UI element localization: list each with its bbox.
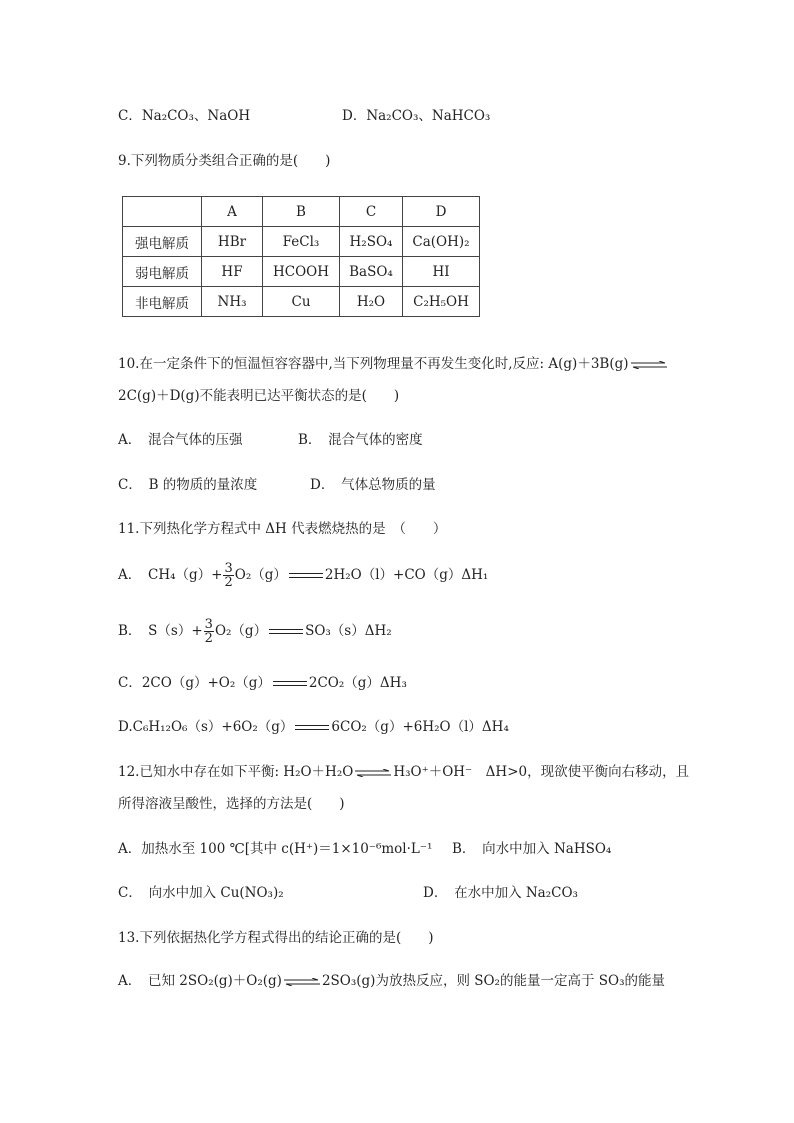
q11-b-right: SO₃（s）ΔH₂ — [305, 623, 392, 639]
table-header-cell: A — [202, 197, 263, 227]
q10-option-a: A． 混合气体的压强 — [118, 432, 243, 448]
q10-option-b: B． 混合气体的密度 — [298, 432, 423, 448]
q11-c-left: C．2CO（g）+O₂（g） — [118, 675, 271, 691]
table-header-cell: B — [263, 197, 340, 227]
fraction-three-halves — [204, 618, 214, 645]
q8-option-d: D．Na₂CO₃、NaHCO₃ — [342, 108, 491, 124]
equals-arrow-icon — [273, 681, 307, 687]
table-header-cell: C — [340, 197, 403, 227]
q12-option-b: B． 向水中加入 NaHSO₄ — [452, 841, 612, 857]
fraction-numerator: 3 — [224, 561, 233, 576]
equals-arrow-icon — [289, 573, 323, 579]
q11-option-c — [118, 671, 407, 691]
q11-stem: 11.下列热化学方程式中 ΔH 代表燃烧热的是 （ ） — [118, 521, 447, 537]
q12-stem-line1 — [118, 760, 689, 780]
q11-option-b — [118, 618, 392, 645]
q12-stem-left: 12.已知水中存在如下平衡: H₂O＋H₂O — [118, 764, 354, 780]
reversible-arrow-icon — [355, 769, 391, 777]
fraction-denominator: 2 — [204, 631, 213, 646]
q11-b-mid: O₂（g） — [214, 623, 268, 639]
q13-stem: 13.下列依据热化学方程式得出的结论正确的是( ) — [118, 930, 434, 946]
q11-b-left: B． S（s）+ — [118, 623, 203, 639]
q13-option-a — [118, 969, 665, 989]
q13-a-right: 2SO₃(g)为放热反应，则 SO₂的能量一定高于 SO₃的能量 — [321, 973, 665, 989]
q13-a-left: A． 已知 2SO₂(g)＋O₂(g) — [118, 973, 282, 989]
table-header-row — [123, 197, 480, 227]
q10-option-d: D． 气体总物质的量 — [310, 477, 436, 493]
reversible-arrow-icon — [631, 361, 667, 369]
q12-option-a: A．加热水至 100 ℃[其中 c(H⁺)＝1×10⁻⁶mol·L⁻¹ — [118, 841, 433, 857]
table-cell: Cu — [263, 287, 340, 317]
q8-option-c: C．Na₂CO₃、NaOH — [118, 108, 251, 124]
q11-c-right: 2CO₂（g）ΔH₃ — [308, 675, 407, 691]
table-header-cell: D — [403, 197, 480, 227]
table-cell: HI — [403, 257, 480, 287]
equals-arrow-icon — [269, 629, 303, 635]
table-cell: H₂SO₄ — [340, 227, 403, 257]
q10-stem-line2: 2C(g)＋D(g)不能表明已达平衡状态的是( ) — [118, 388, 400, 404]
reversible-arrow-icon — [284, 978, 320, 986]
table-cell: HCOOH — [263, 257, 340, 287]
q10-option-c: C． B 的物质的量浓度 — [118, 477, 258, 493]
q12-stem-line2: 所得溶液呈酸性，选择的方法是( ) — [118, 796, 345, 812]
classification-table — [122, 196, 480, 317]
q11-option-d — [118, 715, 509, 735]
table-cell: HF — [202, 257, 263, 287]
table-cell: 强电解质 — [123, 227, 202, 257]
q11-d-right: 6CO₂（g）+6H₂O（l）ΔH₄ — [331, 719, 509, 735]
table-row — [123, 287, 480, 317]
table-cell: NH₃ — [202, 287, 263, 317]
fraction-denominator: 2 — [224, 575, 233, 590]
q11-a-left: A． CH₄（g）+ — [118, 567, 223, 583]
q11-option-a — [118, 562, 488, 589]
table-row — [123, 227, 480, 257]
q10-stem-line1 — [118, 352, 669, 372]
table-cell: H₂O — [340, 287, 403, 317]
fraction-numerator: 3 — [204, 617, 213, 632]
q11-a-right: 2H₂O（l）+CO（g）ΔH₁ — [324, 567, 489, 583]
q12-stem-right: H₃O⁺＋OH⁻ ΔH>0，现欲使平衡向右移动，且 — [393, 764, 690, 780]
q12-option-c: C． 向水中加入 Cu(NO₃)₂ — [118, 885, 284, 901]
table-cell: FeCl₃ — [263, 227, 340, 257]
q11-a-mid: O₂（g） — [234, 567, 287, 583]
table-cell: 弱电解质 — [123, 257, 202, 287]
q10-stem-text: 10.在一定条件下的恒温恒容容器中,当下列物理量不再发生变化时,反应: A(g)＋3B(g) — [118, 356, 629, 372]
equals-arrow-icon — [295, 725, 329, 731]
table-cell: 非电解质 — [123, 287, 202, 317]
q11-d-left: D.C₆H₁₂O₆（s）+6O₂（g） — [118, 719, 294, 735]
table-cell: C₂H₅OH — [403, 287, 480, 317]
table-cell: BaSO₄ — [340, 257, 403, 287]
q12-option-d: D． 在水中加入 Na₂CO₃ — [423, 885, 578, 901]
table-header-cell — [123, 197, 202, 227]
fraction-three-halves — [223, 562, 233, 589]
table-cell: HBr — [202, 227, 263, 257]
table-row — [123, 257, 480, 287]
table-cell: Ca(OH)₂ — [403, 227, 480, 257]
q9-stem: 9.下列物质分类组合正确的是( ) — [118, 153, 331, 169]
